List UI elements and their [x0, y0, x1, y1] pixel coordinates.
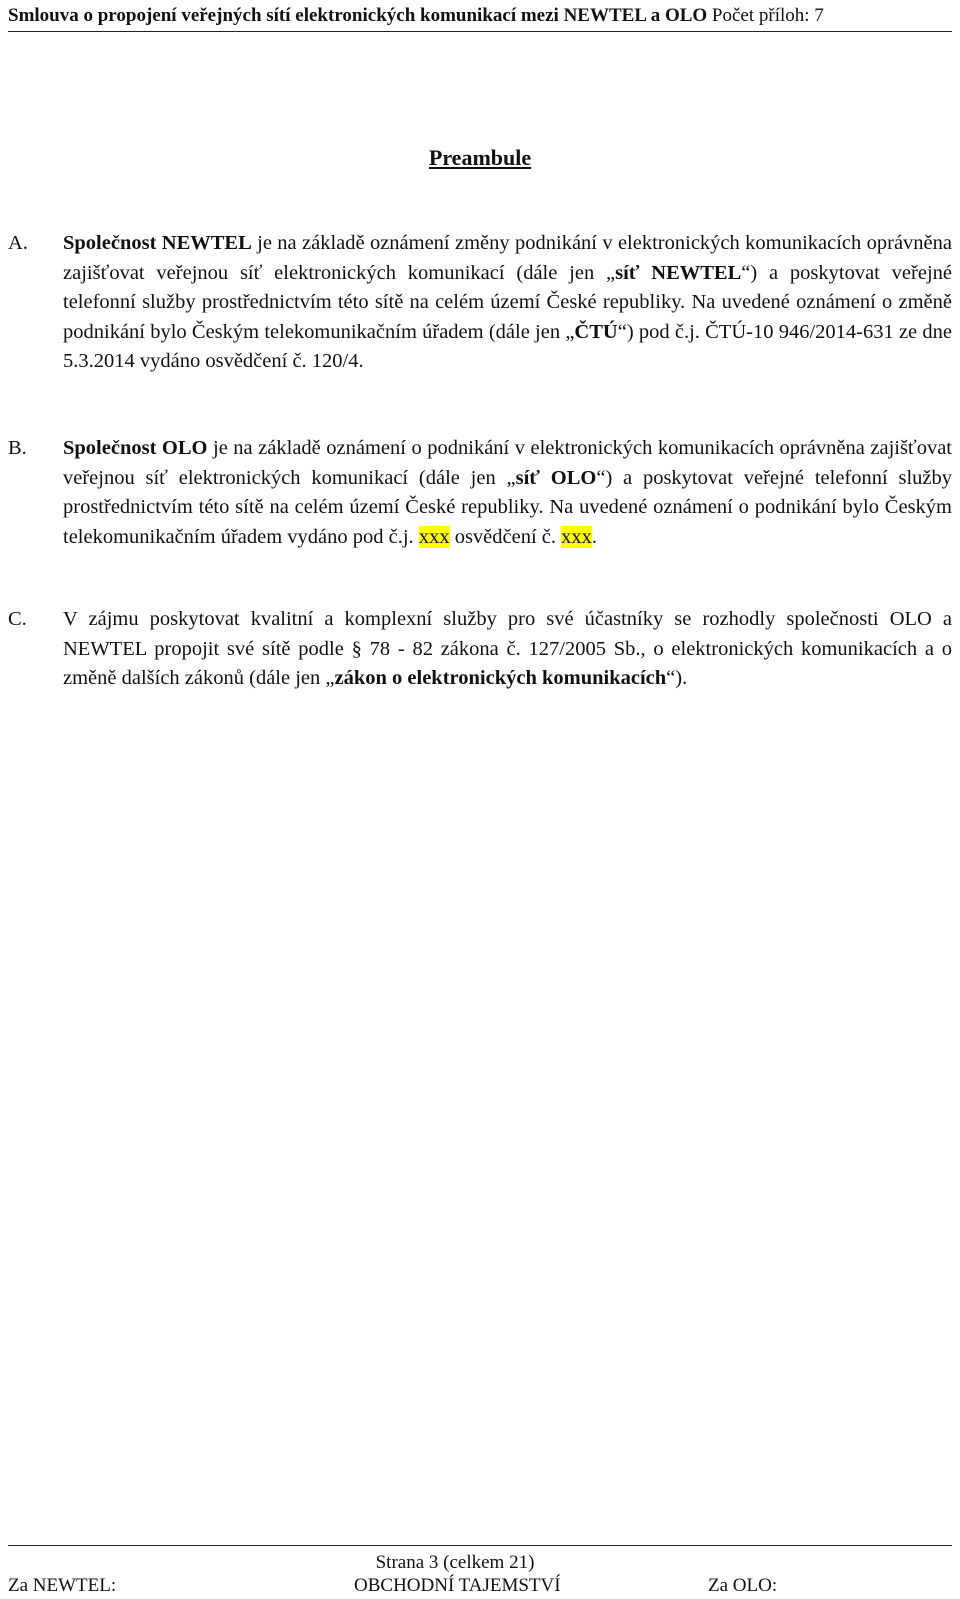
text-run: je na základě oznámení změny podnikání v elektronických komunikacích oprávněna zajišťovat veřejnou síť elektronických komunikací (dále jen „: [63, 232, 952, 284]
document-header: [8, 4, 952, 28]
section-title: Preambule: [428, 145, 532, 170]
paragraph-c: [8, 605, 952, 694]
text-run: “) a poskytovat veřejné telefonní služby prostřednictvím této sítě na celém území České republiky. Na uvedené oznámení o podnikání bylo Českým telekomunikačním úřadem vydáno pod č.j.: [63, 466, 953, 548]
header-divider: [8, 31, 952, 32]
footer-divider: [8, 1545, 952, 1546]
paragraph-body: [63, 229, 952, 377]
bold-text: síť OLO: [515, 466, 597, 489]
bold-text: ČTÚ: [574, 320, 618, 343]
paragraph-label: C.: [8, 608, 27, 630]
paragraph-body: [63, 434, 952, 552]
bold-text: Společnost OLO: [63, 437, 208, 459]
paragraph-b: [8, 434, 952, 552]
footer-right: Za OLO:: [708, 1575, 778, 1596]
text-run: je na základě oznámení o podnikání v elektronických komunikacích oprávněna zajišťovat veřejnou síť elektronických komunikací (dále jen „: [63, 437, 952, 489]
highlighted-placeholder: xxx: [561, 525, 592, 548]
bold-text: síť NEWTEL: [615, 261, 742, 284]
header-attachments: Počet příloh: 7: [711, 5, 824, 26]
text-run: “) pod č.j. ČTÚ-10 946/2014-631 ze dne 5.3.2014 vydáno osvědčení č. 120/4.: [63, 320, 952, 372]
footer-row: [8, 1575, 952, 1599]
bold-text: Společnost NEWTEL: [63, 232, 252, 254]
page-number: Strana 3 (celkem 21): [375, 1552, 535, 1573]
paragraph-a: [8, 229, 952, 377]
text-run: osvědčení č.: [449, 525, 562, 548]
header-title: Smlouva o propojení veřejných sítí elektronických komunikací mezi NEWTEL a OLO: [8, 5, 708, 26]
bold-text: zákon o elektronických komunikacích: [334, 667, 667, 689]
paragraph-body: [63, 605, 952, 694]
text-run: .: [591, 525, 598, 548]
text-run: V zájmu poskytovat kvalitní a komplexní služby pro své účastníky se rozhodly společnosti OLO a NEWTEL propojit své sítě podle § 78 - 82 zákona č. 127/2005 Sb., o elektronických komunikacích a o změně dalších zákonů (dále jen „: [63, 608, 952, 689]
footer-left: Za NEWTEL:: [8, 1575, 117, 1596]
paragraph-label: A.: [8, 232, 28, 254]
text-run: “) a poskytovat veřejné telefonní služby prostřednictvím této sítě na celém území České republiky. Na uvedené oznámení o změně podnikání bylo Českým telekomunikačním úřadem (dále jen „: [63, 261, 952, 343]
paragraph-label: B.: [8, 437, 27, 459]
highlighted-placeholder: xxx: [418, 525, 450, 548]
footer-center: OBCHODNÍ TAJEMSTVÍ: [354, 1575, 561, 1596]
text-run: “).: [666, 667, 688, 689]
